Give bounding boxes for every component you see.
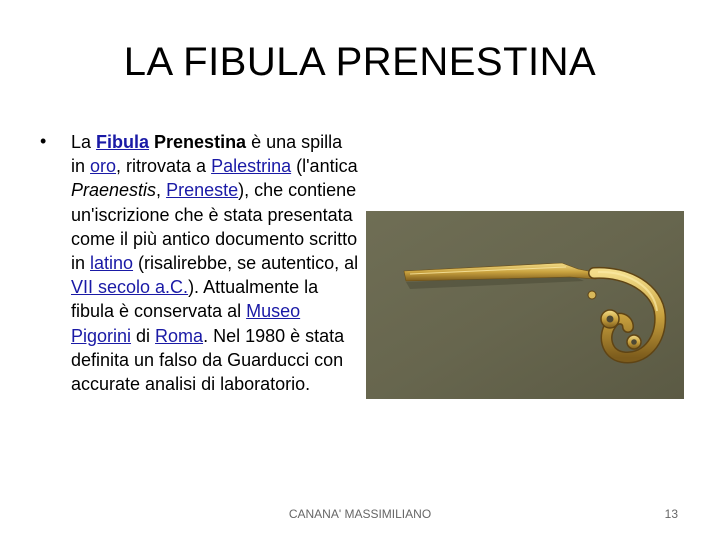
text-segment: ), che contiene un'iscrizione che è stata presentata come il più antico documento scritto in: [71, 180, 358, 274]
link-palestrina[interactable]: Palestrina: [211, 156, 292, 177]
body-paragraph: [71, 130, 361, 396]
link-oro[interactable]: oro: [90, 156, 117, 177]
link-museo-pigorini[interactable]: Museo Pigorini: [71, 301, 301, 346]
link-preneste[interactable]: Preneste: [166, 180, 239, 201]
slide-title: LA FIBULA PRENESTINA: [123, 40, 597, 84]
page-number: 13: [664, 507, 678, 521]
bullet-marker: •: [40, 131, 47, 151]
text-segment: è una spilla in: [71, 132, 343, 177]
text-segment: ). Attualmente la fibula è conservata al: [71, 277, 319, 322]
footer-author: CANANA' MASSIMILIANO: [288, 507, 432, 521]
link-vii-secolo[interactable]: VII secolo a.C.: [71, 277, 189, 298]
text-segment: (risalirebbe, se autentico, al: [133, 253, 359, 274]
link-latino[interactable]: latino: [90, 253, 134, 274]
text-segment-italic: Praenestis: [71, 180, 157, 201]
text-segment: La: [71, 132, 97, 152]
text-segment: ,: [156, 180, 167, 201]
text-segment: , ritrovata a: [116, 156, 212, 177]
text-segment: (l'antica: [291, 156, 358, 177]
text-segment: di: [131, 325, 156, 346]
fibula-photo: [366, 211, 684, 399]
text-segment: . Nel 1980 è stata definita un falso da Guarducci con accurate analisi di laboratorio.: [71, 325, 345, 395]
text-segment-bold: Prenestina: [149, 132, 247, 152]
link-fibula[interactable]: Fibula: [96, 132, 150, 152]
link-roma[interactable]: Roma: [155, 325, 204, 346]
